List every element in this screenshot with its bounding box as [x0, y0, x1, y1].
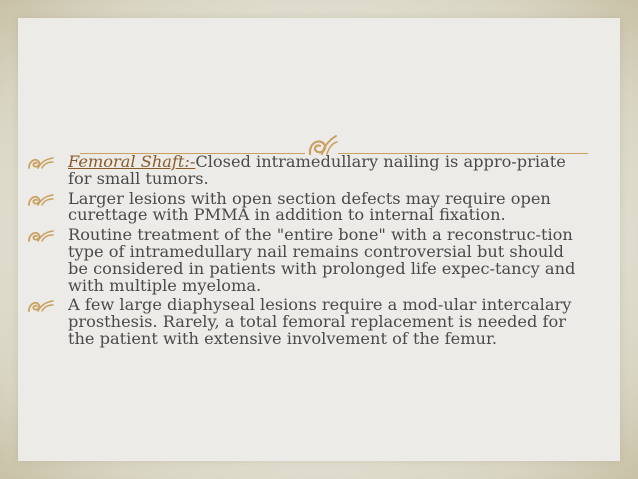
ornament-bullet-icon [28, 299, 54, 313]
bullet-item-diaphyseal-lesions [28, 297, 588, 347]
bullet-item-larger-lesions [28, 188, 588, 225]
ornament-bullet-icon [28, 193, 54, 207]
bullet-text: Routine treatment of the "entire bone" with a reconstruc-tion type of intramedullary nail remains controversial but should be considered in patients with prolonged life expec-tancy and with multiple myeloma. [68, 225, 576, 295]
bullet-text: Larger lesions with open section defects may require open curettage with PMMA in addition to internal fixation. [68, 188, 551, 225]
bullet-item-routine-treatment [28, 227, 588, 294]
bullet-text: Closed intramedullary nailing is appro-priate for small tumors. [68, 152, 566, 188]
bullet-text: A few large diaphyseal lesions require a mod-ular intercalary prosthesis. Rarely, a total femoral replacement is needed for the patient with extensive involvement of the femur. [68, 295, 572, 348]
bullet-list [28, 154, 588, 351]
bullet-lead-femoral-shaft: Femoral Shaft:- [68, 152, 196, 171]
bullet-item-femoral-shaft [28, 154, 588, 188]
ornament-bullet-icon [28, 229, 54, 243]
ornament-bullet-icon [28, 156, 54, 170]
